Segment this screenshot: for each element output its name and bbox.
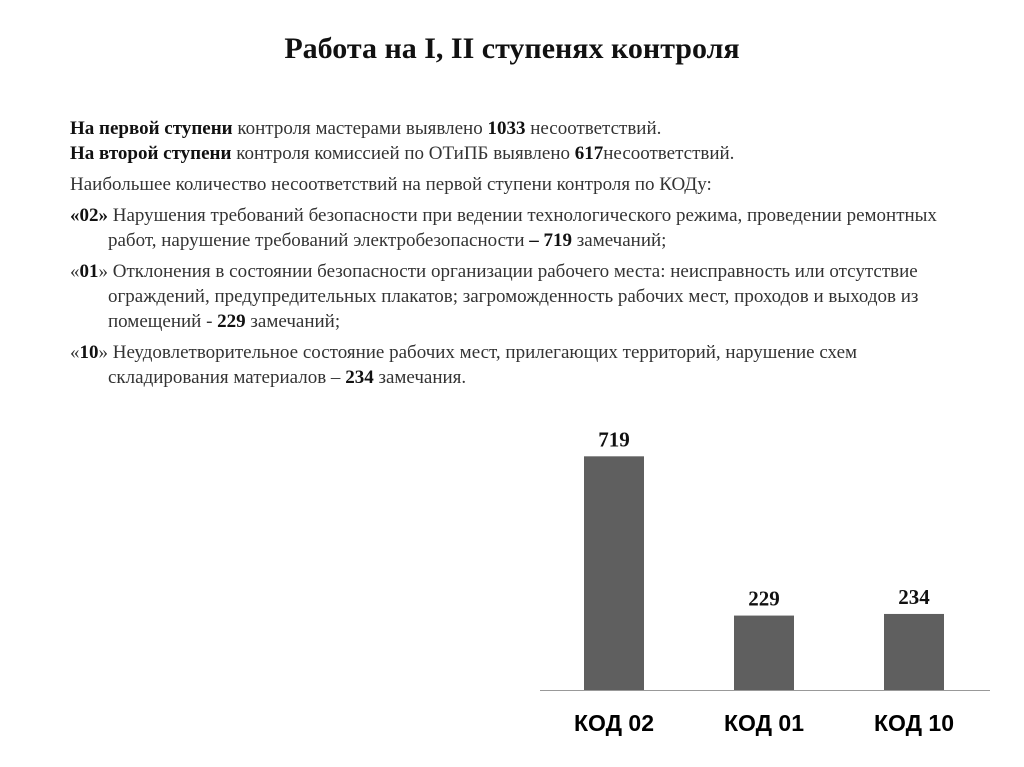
text-span: » Отклонения в состоянии безопасности организации рабочего места: неисправность или отсутствие ограждений, предупредительных плакатов; загроможденность рабочих мест, проходов и выходов из помещений - [98, 261, 919, 332]
text-span: замечаний; [245, 311, 341, 332]
count-617: 617 [574, 143, 604, 164]
text-span: Нарушения требований безопасности при ведении технологического режима, проведении ремонтных работ, нарушение требований электробезопасности [108, 205, 937, 251]
code-label: «02» [70, 205, 108, 226]
bold-phrase: На второй ступени [70, 143, 232, 164]
paragraph-code-10 [70, 340, 970, 390]
count-1033: 1033 [487, 118, 526, 139]
bar-chart-svg [530, 430, 1000, 767]
data-label: 719 [598, 430, 630, 452]
text-span: контроля комиссией по ОТиПБ выявлено [231, 143, 575, 164]
paragraph-code-02 [70, 203, 970, 253]
text-span: Наибольшее количество несоответствий на первой ступени контроля по КОДу: [70, 174, 712, 195]
text-span: замечания. [373, 367, 467, 388]
count-234: 234 [345, 367, 374, 388]
data-label: 229 [748, 586, 780, 611]
text-span: несоответствий. [603, 143, 735, 164]
paragraph-first-stage [70, 116, 970, 141]
paragraph-summary [70, 172, 970, 197]
text-span: замечаний; [572, 230, 667, 251]
paragraph-code-01 [70, 259, 970, 334]
bar-код-10 [884, 614, 944, 690]
text-block [70, 116, 970, 390]
text-span: несоответствий. [525, 118, 662, 139]
category-label: КОД 02 [574, 710, 654, 736]
bar-chart [530, 430, 1000, 767]
code-label: 10 [79, 342, 99, 363]
data-label: 234 [898, 584, 930, 609]
category-label: КОД 10 [874, 710, 954, 736]
category-label: КОД 01 [724, 710, 804, 736]
text-span: контроля мастерами выявлено [232, 118, 488, 139]
bar-код-02 [584, 456, 644, 690]
bold-phrase: На первой ступени [70, 118, 233, 139]
count-229: 229 [217, 311, 246, 332]
paragraph-second-stage [70, 141, 970, 166]
count-719: – 719 [529, 230, 572, 251]
bar-код-01 [734, 616, 794, 690]
slide-title: Работа на I, II ступенях контроля [284, 32, 740, 65]
text-span: « [70, 261, 80, 282]
text-span: » Неудовлетворительное состояние рабочих мест, прилегающих территорий, нарушение схем складирования материалов – [98, 342, 858, 388]
code-label: 01 [79, 261, 99, 282]
text-span: « [70, 342, 80, 363]
